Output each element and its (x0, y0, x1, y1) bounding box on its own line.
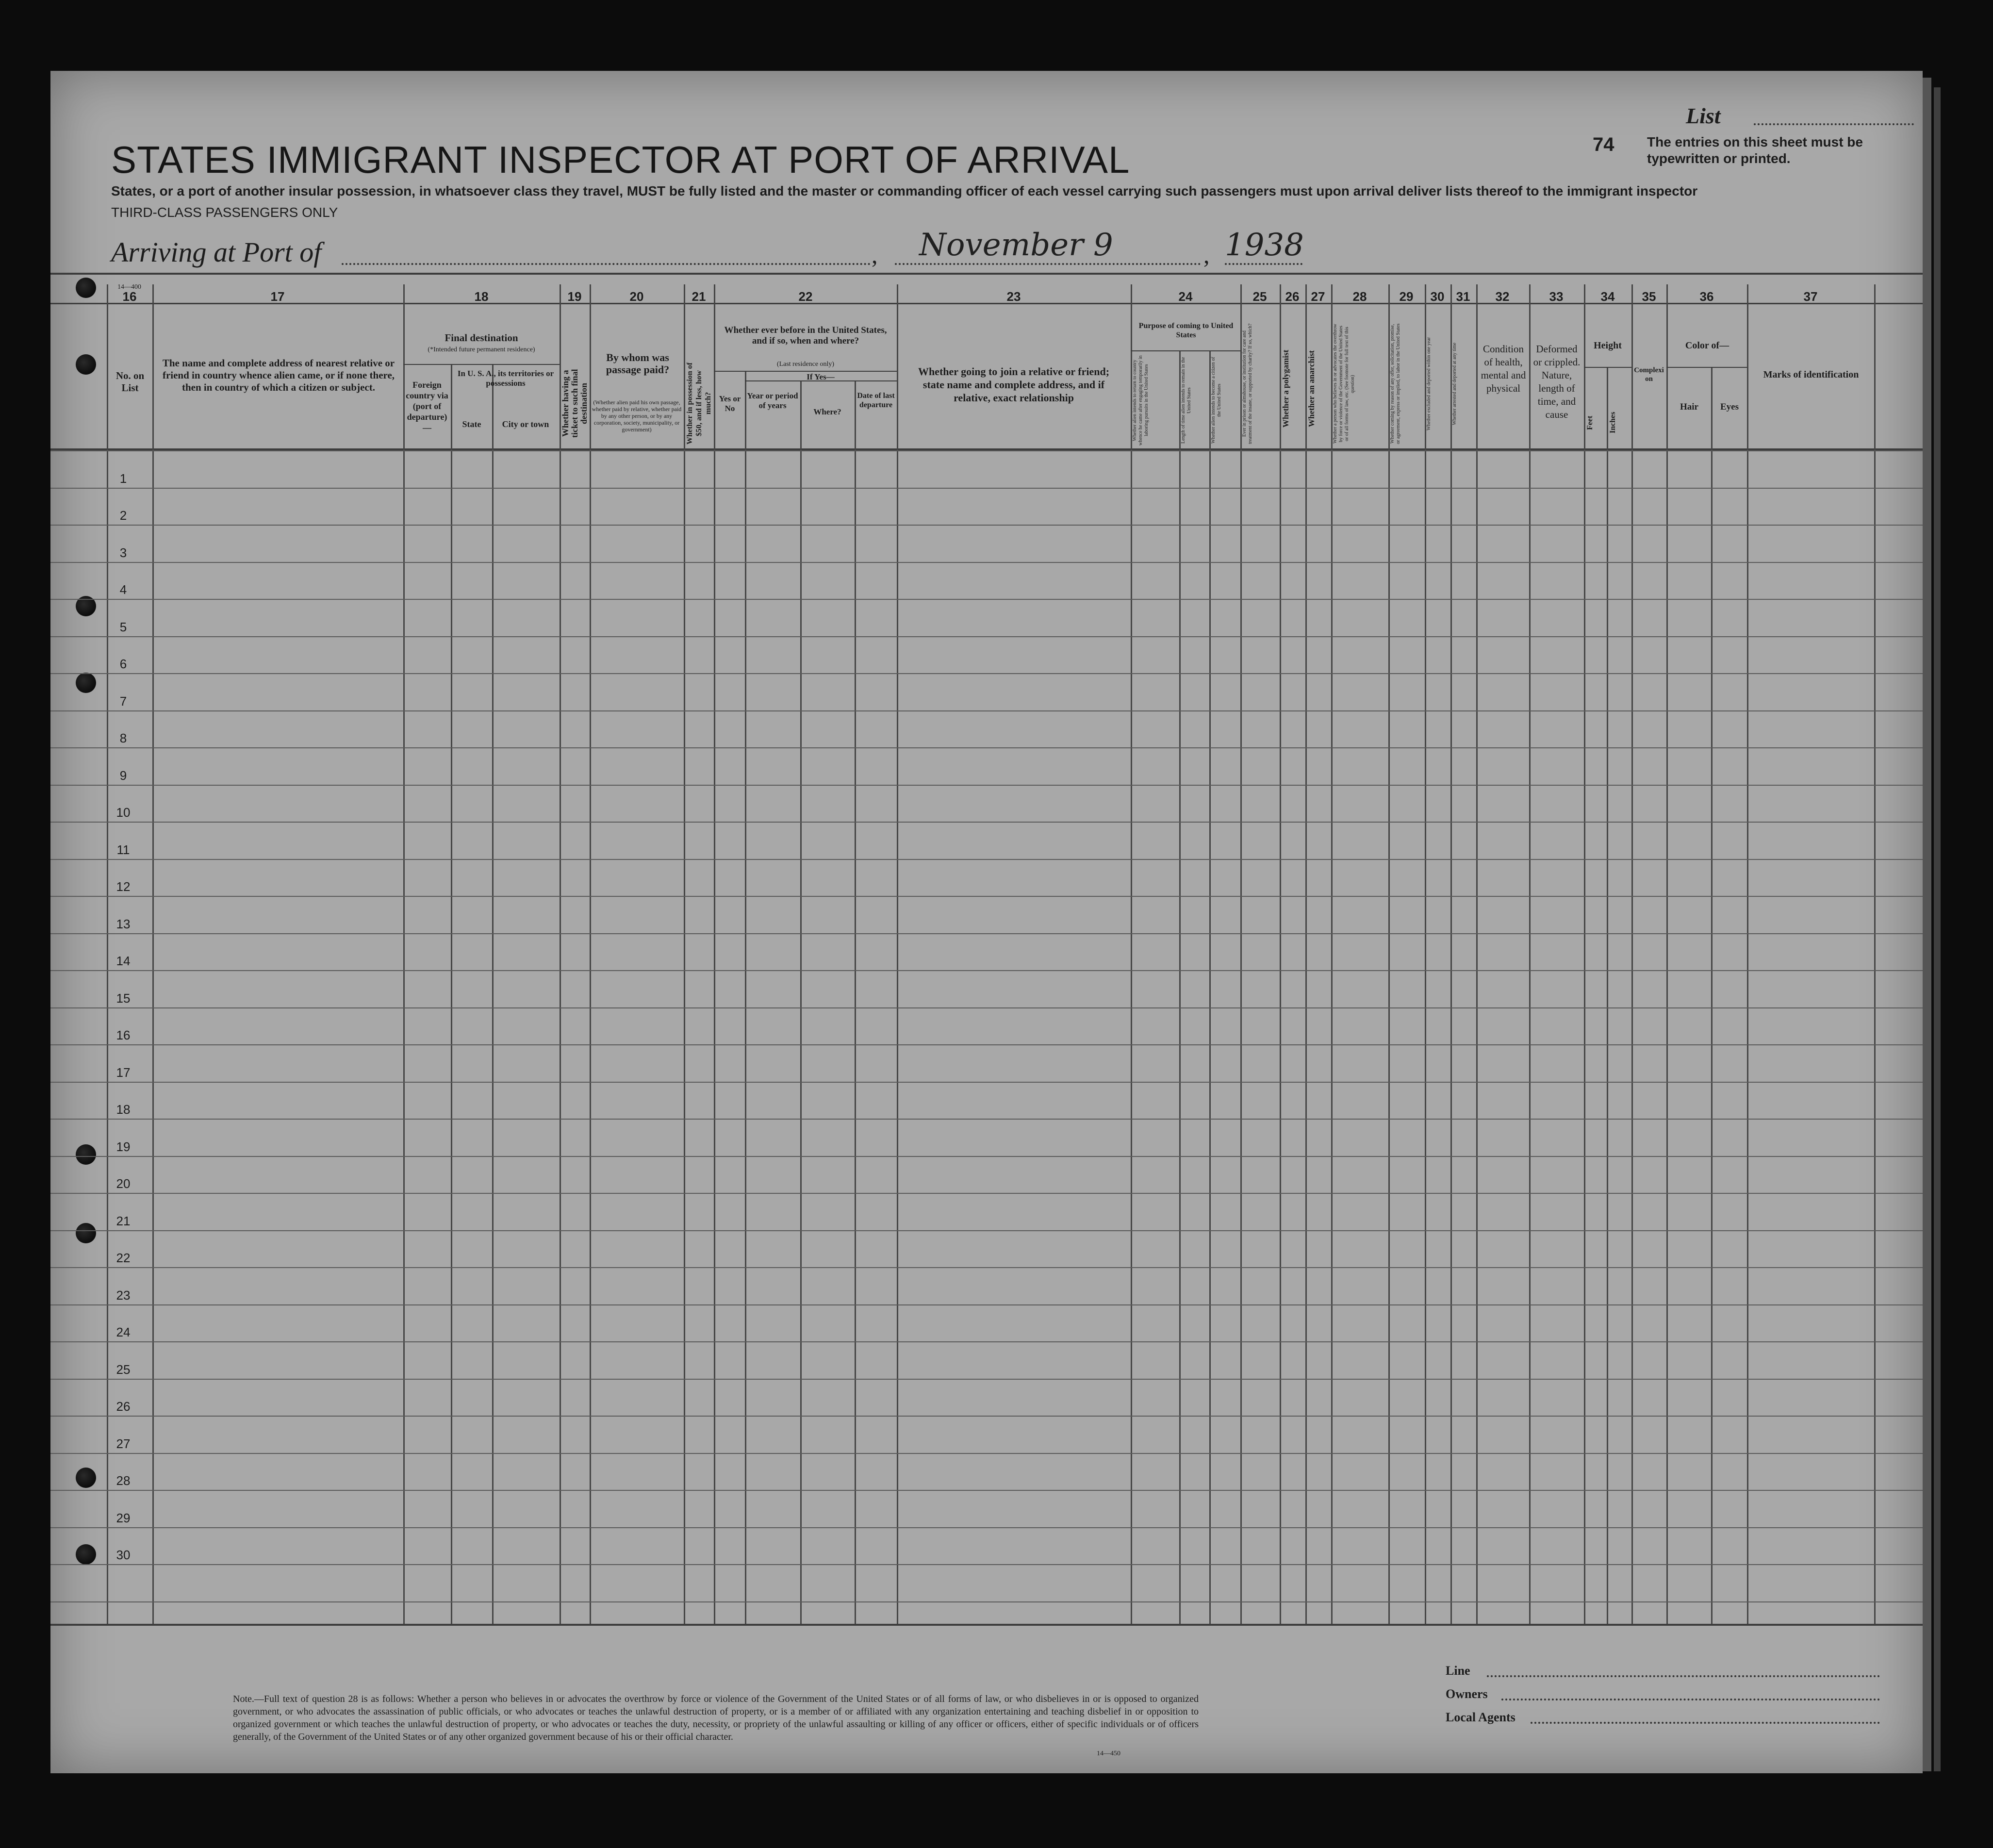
row-number: 29 (116, 1511, 131, 1525)
row-number: 21 (116, 1214, 131, 1228)
row-number: 22 (116, 1251, 131, 1265)
header-purpose-length: Length of time alien intends to remain in the United States (1181, 357, 1192, 444)
row-rule (50, 1379, 1923, 1380)
column-number: 34 (1600, 289, 1615, 304)
row-rule (50, 1119, 1923, 1120)
row-number: 6 (119, 657, 127, 671)
row-rule (50, 1490, 1923, 1491)
header-marks: Marks of identification (1763, 369, 1859, 380)
column-number: 27 (1311, 289, 1325, 304)
row-rule (50, 1230, 1923, 1231)
row-rule (50, 1082, 1923, 1083)
header-passage-paid: By whom was passage paid? (606, 351, 670, 376)
header-ever-before: Whether ever before in the United States, and if so, when and where? (724, 325, 887, 346)
col-divider (1425, 284, 1426, 1624)
row-number: 13 (116, 917, 131, 931)
manifest-sheet: List 74 The entries on this sheet must be typewritten or printed. STATES IMMIGRANT INSPECTOR AT PORT OF ARRIVAL States, or a port of another insular possession, in whatsoever class they travel, MUST be fully listed and the master or commanding officer of each vessel carrying such passengers must upon arrival deliver lists thereof to the immigrant inspector THIRD-CLASS PASSENGERS ONLY Arriving at Port of , November 9 , 1938 14—400 16 17 18 19 20 21 22 23 24 25 26 27 28 29 30 31 32 33 34 35 36 37 No. on List The name and complete address of nearest relative or friend in country whence alien came, or if none there, then in country of which a citizen or subject. Final destination (*Intended future permanent residence) Foreign country via (port of departure)— In U. S. A., its territories or possessions State City or town Whether having a ticket to such final destination By whom was passage paid? (Whether alien paid his own passage, whether paid by relative, whether paid by any other person, or by any corporation, society, municipality, or government) Whether in possession of $50, and if less, how much? Whether ever before in the United States, and if so, when and where? (Last residence only) If Yes— Yes or No Year or period of years Where? Date of last departure Whether going to join a relative or friend; state name and complete address, and if relative, exact relationship Purpose of coming to United States Whether alien intends to return to country whence he came after engaging temporarily in laboring pursuits in the United States Length of time alien intends to remain in the United States Whether alien intends to become a citizen of the United States Ever in prison or almshouse, or institution for care and treatment of the insane, or supported by charity? If so, which? Whether a polygamist Whether an anarchist Whether a person who believes in or advocates the overthrow by force or violence of the Government of the United States or of all forms of law, etc. (See footnote for full text of this question) Whether coming by reason of any offer, solicitation, promise, or agreement, express or implied, to labor in the United States Whether excluded and deported within one year Whether arrested and deported at any time Condition of health, mental and physical Deformed or crippled. Nature, length of time, and cause Height Feet Inches Complexion Color of— Hair Eyes Marks of identification 1 2 3 4 5 6 7 8 9 10 11 12 13 14 15 16 17 18 19 20 21 22 23 24 25 26 27 28 29 30 Note.—Full text of question 28 is as follows: Whether a person who believes in or advocates the overthrow by force or violence of the Government of the United States or of all forms of law, or who disbelieves in or is opposed to organized government, or who advocates the assassination of public officials, or who advocates or teaches the unlawful destruction of property, or is a member of or affiliated with any organization entertaining and teaching disbelief in or opposition to organized government or which teaches the unlawful destruction of property, or who advocates or teaches the duty, necessity, or propriety of the unlawful assaulting or killing of any officer or officers, either of specific individuals or of officers generally, of the Government of the United States or of any other organized government because of his or their official character. 14—450 Line Owners Local Agents (50, 71, 1923, 1773)
column-number: 16 (122, 289, 137, 304)
header-complexion: Complexion (1634, 366, 1664, 383)
page-subtitle: States, or a port of another insular possession, in whatsoever class they travel, MUST be fully listed and the master or commanding officer of each vessel carrying such passengers must upon arrival deliver lists thereof to the immigrant inspector (111, 183, 1698, 198)
binder-hole (76, 1544, 96, 1565)
col-divider (1747, 284, 1748, 1624)
row-number: 14 (116, 954, 131, 968)
column-number: 33 (1549, 289, 1564, 304)
header-polygamist: Whether a polygamist (1281, 349, 1290, 428)
row-number: 12 (116, 879, 131, 894)
subheader-rule (1666, 367, 1747, 368)
owners-field (1501, 1699, 1880, 1700)
row-number: 16 (116, 1028, 131, 1042)
arrival-date: November 9 (919, 227, 1113, 263)
owners-label: Owners (1446, 1687, 1488, 1701)
row-rule (50, 859, 1923, 860)
col-divider (745, 372, 746, 1624)
row-number: 28 (116, 1473, 131, 1488)
arrival-year: 1938 (1225, 227, 1304, 263)
col-divider (1711, 368, 1713, 1624)
row-rule (50, 599, 1923, 600)
header-final-destination: Final destination (445, 332, 518, 344)
row-number: 27 (116, 1436, 131, 1451)
row-rule (50, 450, 1923, 451)
header-anarchist: Whether an anarchist (1307, 350, 1316, 428)
footnote-question-28: Note.—Full text of question 28 is as follows: Whether a person who believes in or advocates the overthrow by force or violence of the Government of the United States or of all forms of law, or who disbelieves in or is opposed to organized government, or who advocates the assassination of public officials, or who advocates or teaches the unlawful destruction of property, or is a member of or affiliated with any organization entertaining and teaching disbelief in or opposition to organized government or which teaches the unlawful destruction of property, or who advocates or teaches the duty, necessity, or propriety of the unlawful assaulting or killing of any officer or officers, either of specific individuals or of officers generally, of the Government of the United States or of any other organized government because of his or their official character. (233, 1694, 1199, 1742)
col-divider (1388, 284, 1390, 1624)
row-rule (50, 1601, 1923, 1602)
header-usa: In U. S. A., its territories or possessions (457, 369, 554, 388)
col-divider (152, 284, 154, 1624)
col-divider (714, 284, 715, 1624)
header-height: Height (1594, 340, 1622, 351)
binder-hole (76, 1223, 96, 1243)
column-number: 18 (474, 289, 489, 304)
header-last-residence: (Last residence only) (776, 361, 835, 368)
header-prison: Ever in prison or almshouse, or institution for care and treatment of the insane, or supported by charity? If so, which? (1242, 323, 1253, 445)
header-ticket: Whether having a ticket to such final destination (560, 369, 589, 438)
form-corner-code: 14—400 (117, 283, 141, 291)
col-divider (1240, 284, 1242, 1624)
col-divider (451, 364, 452, 1624)
local-agents-field (1531, 1722, 1880, 1724)
line-field (1487, 1675, 1880, 1677)
header-years: Year or period of years (747, 391, 798, 410)
row-number: 25 (116, 1362, 131, 1377)
col-divider (1305, 284, 1307, 1624)
binder-hole (76, 1144, 96, 1165)
header-join-relative: Whether going to join a relative or friend; state name and complete address, and if relative, exact relationship (918, 365, 1110, 404)
row-number: 30 (116, 1548, 131, 1562)
col-divider (1874, 284, 1876, 1624)
row-rule (50, 710, 1923, 711)
column-number: 25 (1252, 289, 1267, 304)
column-number: 17 (270, 289, 285, 304)
row-number: 20 (116, 1176, 131, 1191)
header-where: Where? (813, 407, 841, 416)
col-divider (800, 381, 802, 1624)
entries-note: The entries on this sheet must be typewritten or printed. (1647, 134, 1863, 166)
col-divider (1666, 284, 1668, 1624)
row-rule (50, 1044, 1923, 1045)
list-label: List (1686, 103, 1721, 128)
column-number: 23 (1006, 289, 1021, 304)
col-divider (684, 284, 685, 1624)
header-labor-offer: Whether coming by reason of any offer, solicitation, promise, or agreement, express or implied, to labor in the United States (1390, 323, 1401, 445)
arriving-label: Arriving at Port of (111, 236, 322, 268)
binder-hole (76, 1468, 96, 1488)
header-fifty-dollars: Whether in possession of $50, and if less, how much? (686, 362, 712, 445)
class-line: THIRD-CLASS PASSENGERS ONLY (111, 205, 338, 220)
row-rule (50, 933, 1923, 934)
binder-hole (76, 354, 96, 375)
row-number: 5 (119, 620, 127, 634)
header-final-destination-note: (*Intended future permanent residence) (428, 346, 535, 353)
page-title: STATES IMMIGRANT INSPECTOR AT PORT OF ARRIVAL (111, 138, 1130, 181)
header-purpose: Purpose of coming to United States (1138, 322, 1234, 339)
page-edge (1923, 78, 1931, 1771)
form-code: 14—450 (1097, 1750, 1120, 1757)
row-number: 9 (119, 768, 127, 783)
date-field-line (895, 263, 1201, 265)
table-bottom-border (50, 1624, 1923, 1626)
table-top-border (50, 273, 1923, 275)
col-divider (492, 364, 494, 1624)
col-divider (560, 284, 561, 1624)
header-purpose-citizen: Whether alien intends to become a citizen of the United States (1211, 357, 1222, 444)
row-rule (50, 1267, 1923, 1268)
row-number: 19 (116, 1139, 131, 1154)
row-number: 10 (116, 805, 131, 820)
row-rule (50, 1193, 1923, 1194)
col-divider (1607, 368, 1608, 1624)
col-divider (1584, 284, 1585, 1624)
header-date-departure: Date of last departure (857, 392, 895, 409)
column-number: 35 (1642, 289, 1656, 304)
header-if-yes: If Yes— (807, 372, 835, 381)
col-divider (1476, 284, 1478, 1624)
list-number-line (1754, 123, 1914, 125)
row-number: 18 (116, 1102, 131, 1117)
header-eyes: Eyes (1720, 402, 1739, 412)
header-purpose-return: Whether alien intends to return to country whence he came after engaging temporarily in laboring pursuits in the United States (1132, 355, 1149, 446)
row-rule (50, 1527, 1923, 1528)
header-state: State (462, 419, 481, 429)
column-number: 37 (1803, 289, 1818, 304)
column-number: 26 (1285, 289, 1300, 304)
col-divider (1331, 284, 1333, 1624)
row-number: 15 (116, 991, 131, 1006)
col-divider (855, 381, 856, 1624)
col-divider (1131, 284, 1132, 1624)
header-arrested: Whether arrested and deported at any time (1452, 343, 1457, 425)
row-rule (50, 822, 1923, 823)
header-passage-note: (Whether alien paid his own passage, whether paid by relative, whether paid by any other person, or by any corporation, society, municipality, or government) (592, 399, 682, 433)
row-rule (50, 747, 1923, 748)
col-divider (1179, 351, 1181, 1624)
row-rule (50, 1156, 1923, 1157)
row-number: 24 (116, 1325, 131, 1339)
column-number: 21 (692, 289, 706, 304)
row-number: 3 (119, 545, 127, 560)
row-rule (50, 562, 1923, 563)
subheader-rule (451, 364, 560, 365)
row-number: 7 (119, 694, 127, 709)
col-divider (590, 284, 591, 1624)
header-foreign-country: Foreign country via (port of departure)— (406, 380, 448, 432)
year-field-line (1225, 263, 1302, 265)
binder-hole (76, 673, 96, 693)
row-rule (50, 636, 1923, 637)
row-number: 4 (119, 582, 127, 597)
column-number: 31 (1456, 289, 1470, 304)
column-number: 20 (629, 289, 644, 304)
sheet-number: 74 (1593, 134, 1614, 155)
header-overthrow: Whether a person who believes in or advocates the overthrow by force or violence of the Government of the United States or of all forms of law, etc. (See footnote for full text of this question) (1333, 324, 1355, 444)
row-rule (50, 488, 1923, 489)
row-rule (50, 1453, 1923, 1454)
col-divider (1631, 284, 1633, 1624)
row-rule (50, 1007, 1923, 1008)
header-inches: Inches (1609, 412, 1617, 434)
row-number: 8 (119, 731, 127, 745)
row-rule (50, 970, 1923, 971)
header-health: Condition of health, mental and physical (1481, 343, 1526, 394)
port-field-line (342, 263, 871, 265)
header-yes-no: Yes or No (719, 394, 741, 413)
header-city: City or town (502, 419, 549, 429)
row-rule (50, 1304, 1923, 1305)
col-divider (1209, 351, 1211, 1624)
row-number: 11 (116, 842, 130, 857)
col-divider (897, 284, 898, 1624)
row-rule (50, 1564, 1923, 1565)
column-number: 19 (567, 289, 582, 304)
row-rule (50, 1341, 1923, 1342)
header-excluded: Whether excluded and deported within one year (1426, 337, 1432, 431)
row-number: 1 (119, 471, 127, 486)
row-rule (50, 1416, 1923, 1417)
page-edge (1934, 87, 1941, 1771)
header-deformed: Deformed or crippled. Nature, length of time, and cause (1533, 343, 1581, 420)
header-no-on-list: No. on List (115, 370, 145, 394)
row-rule (50, 785, 1923, 786)
column-number: 29 (1399, 289, 1414, 304)
col-divider (1529, 284, 1531, 1624)
local-agents-label: Local Agents (1446, 1710, 1515, 1724)
column-number: 28 (1352, 289, 1367, 304)
header-nearest-relative: The name and complete address of nearest relative or friend in country whence alien came, or if none there, then in country of which a citizen or subject. (162, 357, 395, 393)
header-feet: Feet (1586, 415, 1594, 430)
row-number: 23 (116, 1288, 131, 1303)
row-rule (50, 896, 1923, 897)
column-number: 36 (1699, 289, 1714, 304)
line-label: Line (1446, 1664, 1470, 1678)
column-number: 32 (1495, 289, 1510, 304)
column-number: 30 (1430, 289, 1445, 304)
header-color: Color of— (1685, 340, 1729, 351)
column-number: 24 (1178, 289, 1193, 304)
col-divider (1450, 284, 1452, 1624)
row-number: 2 (119, 508, 127, 523)
column-number: 22 (798, 289, 813, 304)
subheader-rule (1584, 367, 1631, 368)
col-divider (403, 284, 405, 1624)
row-number: 17 (116, 1065, 131, 1080)
row-number: 26 (116, 1399, 131, 1414)
binder-hole (76, 278, 96, 298)
row-rule (50, 525, 1923, 526)
subheader-rule (1131, 350, 1240, 351)
row-rule (50, 673, 1923, 674)
col-divider (1280, 284, 1281, 1624)
header-hair: Hair (1680, 402, 1698, 412)
